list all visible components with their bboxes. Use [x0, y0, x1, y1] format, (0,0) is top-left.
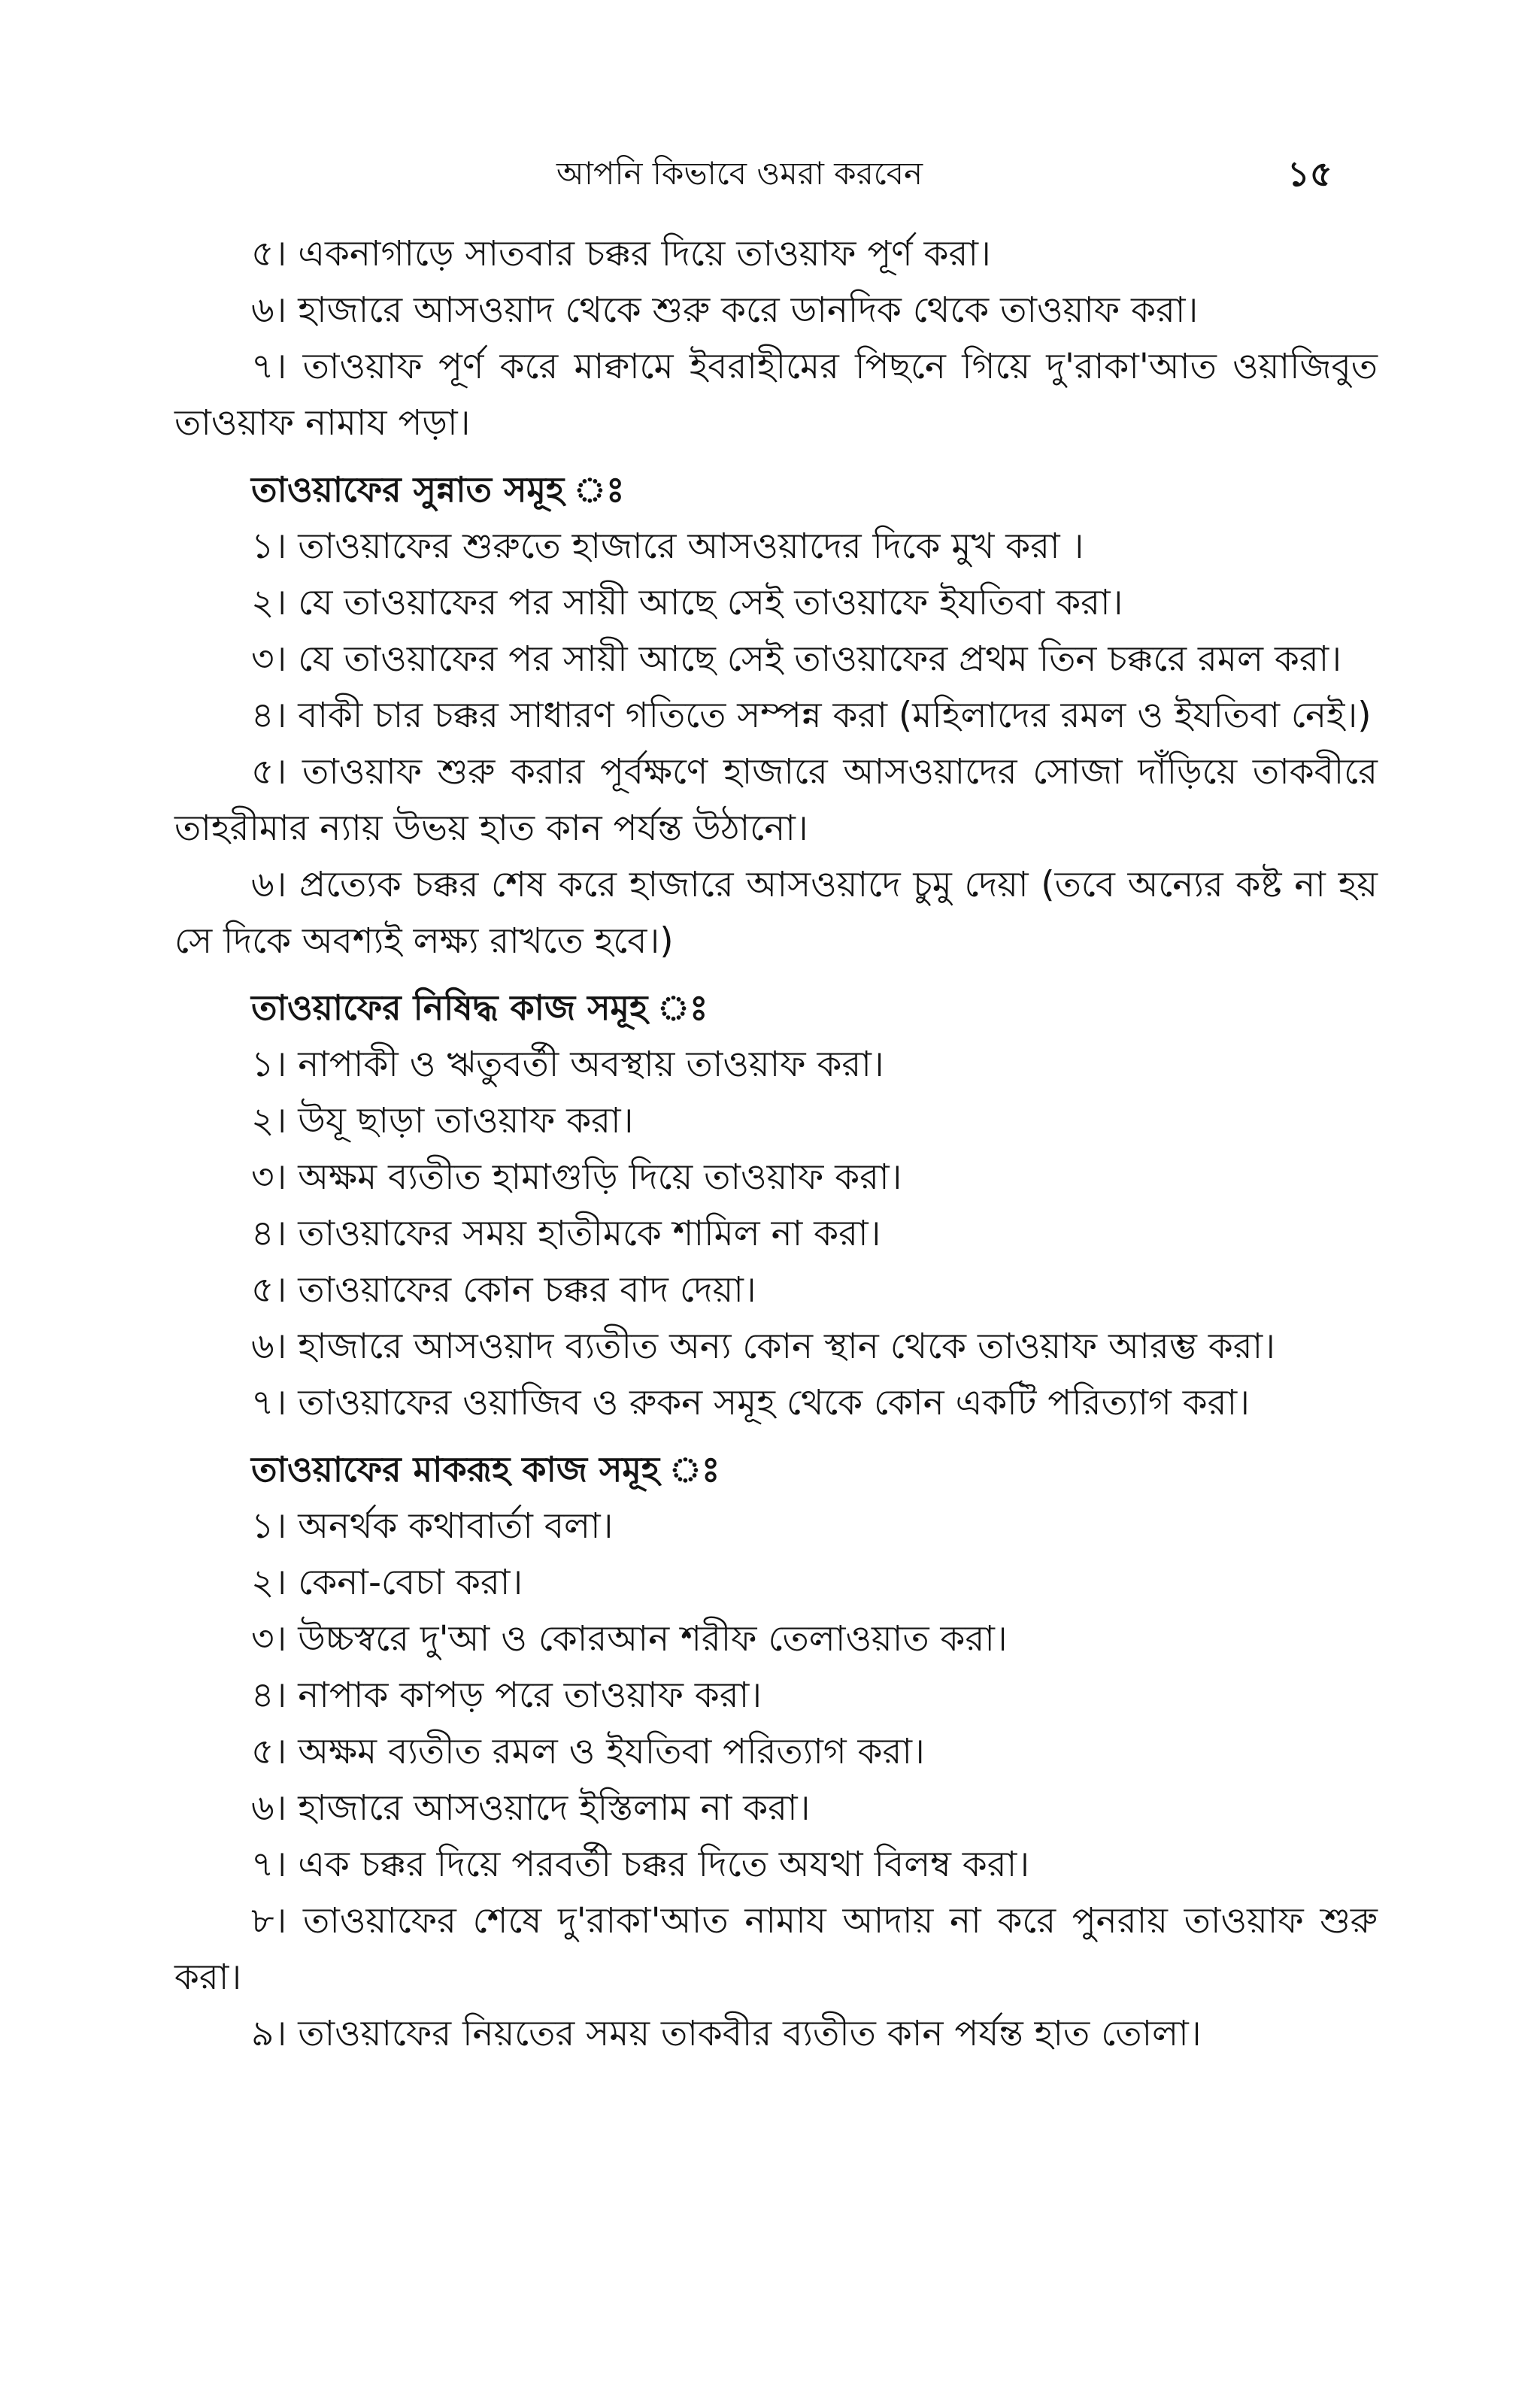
list-item: ৪। নাপাক কাপড় পরে তাওয়াফ করা।	[251, 1675, 762, 1716]
body-text	[174, 226, 1378, 2062]
section-heading: তাওয়াফের নিষিদ্ধ কাজ সমূহ ঃ	[251, 987, 708, 1028]
list-item: ৫। অক্ষম ব্যতীত রমল ও ইযতিবা পরিত্যাগ করা।	[251, 1731, 925, 1772]
list-item: ৩। উচ্চস্বরে দু'আ ও কোরআন শরীফ তেলাওয়াত করা।	[251, 1618, 1008, 1660]
list-item: ৫। তাওয়াফ শুরু করার পূর্বক্ষণে হাজারে আসওয়াদের সোজা দাঁড়িয়ে তাকবীরে তাহরীমার ন্যায় উভয় হাত কান পর্যন্ত উঠানো।	[174, 751, 1378, 849]
list-item: ৭। তাওয়াফের ওয়াজিব ও রুকন সমূহ থেকে কোন একটি পরিত্যাগ করা।	[251, 1382, 1250, 1423]
list-item: ১। নাপাকী ও ঋতুবর্তী অবস্থায় তাওয়াফ করা।	[251, 1044, 884, 1085]
list-item: ১। অনর্থক কথাবার্তা বলা।	[251, 1505, 614, 1547]
list-item: ৬। হাজারে আসওয়াদ ব্যতীত অন্য কোন স্থান থেকে তাওয়াফ আরম্ভ করা।	[251, 1326, 1275, 1367]
list-item: ২। উযূ ছাড়া তাওয়াফ করা।	[251, 1100, 634, 1141]
list-item: ৪। তাওয়াফের সময় হাতীমকে শামিল না করা।	[251, 1213, 881, 1254]
running-header	[0, 147, 1540, 200]
list-item: ১। তাওয়াফের শুরুতে হাজারে আসওয়াদের দিকে মুখ করা ।	[251, 526, 1084, 567]
list-item: ৭। এক চক্কর দিয়ে পরবর্তী চক্কর দিতে অযথা বিলম্ব করা।	[251, 1844, 1030, 1885]
running-title: আপনি কিভাবে ওমরা করবেন	[556, 155, 923, 192]
list-item: ৬। হাজারে আসওয়াদ থেকে শুরু করে ডানদিক থেকে তাওয়াফ করা।	[251, 290, 1199, 331]
list-item: ৬। হাজারে আসওয়াদে ইস্তিলাম না করা।	[251, 1787, 811, 1829]
list-item: ৫। একনাগাড়ে সাতবার চক্কর দিয়ে তাওয়াফ পূর্ণ করা।	[251, 233, 991, 274]
list-item: ২। কেনা-বেচা করা।	[251, 1562, 523, 1603]
list-item: ৫। তাওয়াফের কোন চক্কর বাদ দেয়া।	[251, 1269, 756, 1311]
list-item: ৬। প্রত্যেক চক্কর শেষ করে হাজারে আসওয়াদে চুমু দেয়া (তবে অন্যের কষ্ট না হয় সে দিকে অবশ্যই লক্ষ্য রাখতে হবে।)	[174, 864, 1378, 962]
list-item: ২। যে তাওয়াফের পর সায়ী আছে সেই তাওয়াফে ইযতিবা করা।	[251, 582, 1123, 623]
list-item: ৯। তাওয়াফের নিয়তের সময় তাকবীর ব্যতীত কান পর্যন্ত হাত তোলা।	[251, 2013, 1202, 2054]
list-item: ৩। যে তাওয়াফের পর সায়ী আছে সেই তাওয়াফের প্রথম তিন চক্করে রমল করা।	[251, 638, 1342, 680]
list-item: ৮। তাওয়াফের শেষে দু'রাকা'আত নামায আদায় না করে পুনরায় তাওয়াফ শুরু করা।	[174, 1900, 1378, 1998]
list-item: ৭। তাওয়াফ পূর্ণ করে মাক্বামে ইবরাহীমের পিছনে গিয়ে দু'রাকা'আত ওয়াজিবুত তাওয়াফ নামায পড়া।	[174, 346, 1378, 444]
section-heading: তাওয়াফের সুন্নাত সমূহ ঃ	[251, 469, 625, 510]
section-heading: তাওয়াফের মাকরূহ কাজ সমূহ ঃ	[251, 1449, 720, 1490]
list-item: ৩। অক্ষম ব্যতীত হামাগুড়ি দিয়ে তাওয়াফ করা।	[251, 1157, 902, 1198]
page-number: ১৫	[1287, 153, 1332, 194]
list-item: ৪। বাকী চার চক্কর সাধারণ গতিতে সম্পন্ন করা (মহিলাদের রমল ও ইযতিবা নেই।)	[251, 695, 1372, 736]
